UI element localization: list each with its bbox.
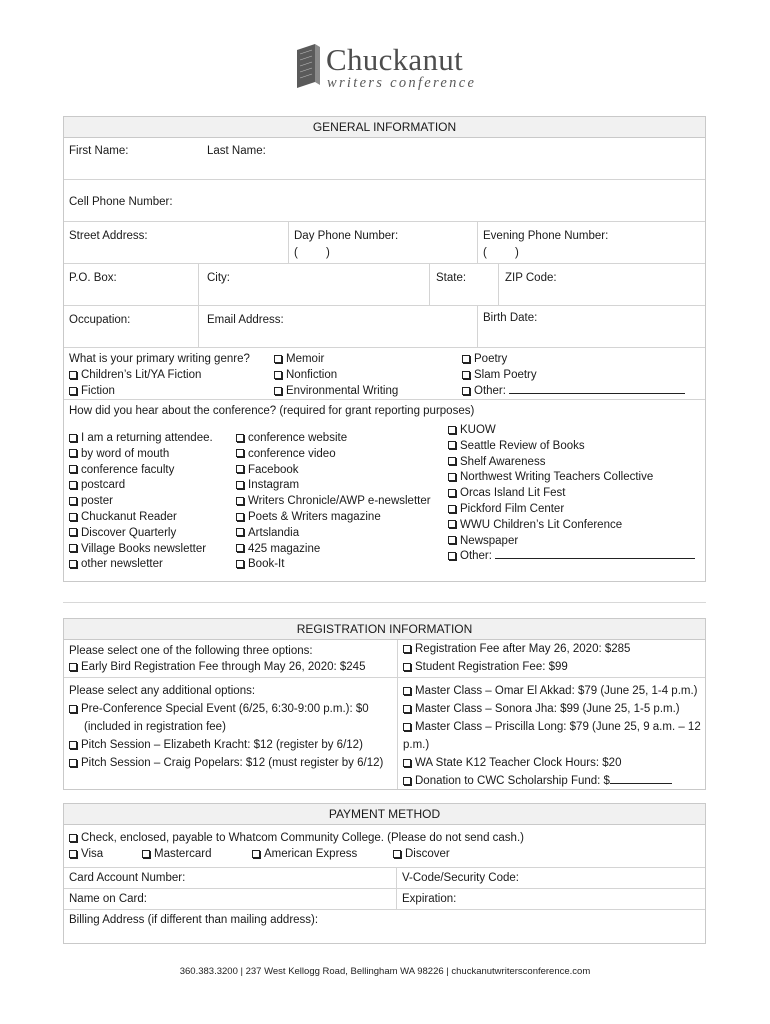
- expiration-field[interactable]: Expiration:: [402, 893, 457, 905]
- hear-option[interactable]: KUOW: [448, 423, 496, 437]
- checkbox-icon: [403, 645, 411, 653]
- hear-option[interactable]: Village Books newsletter: [69, 542, 206, 556]
- checkbox-icon: [403, 663, 411, 671]
- checkbox-icon: [448, 520, 456, 528]
- checkbox-icon: [236, 560, 244, 568]
- additional-options-right: [398, 678, 705, 789]
- occupation-row: [64, 306, 705, 348]
- logo-name: Chuckanut: [326, 42, 464, 77]
- checkbox-icon: [274, 387, 282, 395]
- checkbox-icon: [448, 457, 456, 465]
- expiration-cell: [397, 889, 705, 909]
- registration-fee-left: [64, 640, 398, 677]
- po-box-field[interactable]: P.O. Box:: [69, 272, 117, 284]
- book-logo-icon: [293, 44, 323, 88]
- checkbox-icon: [236, 465, 244, 473]
- checkbox-icon: [236, 434, 244, 442]
- hear-other-line: [495, 549, 695, 559]
- evening-phone-field[interactable]: Evening Phone Number:: [483, 230, 609, 242]
- checkbox-icon: [69, 434, 77, 442]
- street-address-cell: [64, 222, 289, 263]
- name-on-card-cell: [64, 889, 397, 909]
- registration-fee-right: [398, 640, 705, 677]
- master-class-long-continued: p.m.): [403, 739, 430, 751]
- checkbox-icon: [462, 371, 470, 379]
- hear-option[interactable]: Other:: [448, 549, 695, 563]
- hear-about-row: [64, 400, 705, 581]
- included-note: (included in registration fee): [84, 721, 226, 733]
- checkbox-icon: [142, 850, 150, 858]
- birth-date-cell: [478, 306, 705, 347]
- section-divider: [63, 602, 706, 603]
- evening-phone-paren-right: ): [515, 247, 519, 259]
- general-information-title: GENERAL INFORMATION: [64, 117, 705, 138]
- hear-option[interactable]: other newsletter: [69, 557, 163, 571]
- checkbox-icon: [236, 513, 244, 521]
- email-cell: [199, 306, 478, 347]
- checkbox-icon: [69, 465, 77, 473]
- zip-cell: [499, 264, 705, 305]
- checkbox-icon: [236, 497, 244, 505]
- checkbox-icon: [236, 481, 244, 489]
- hear-option[interactable]: WWU Children’s Lit Conference: [448, 518, 622, 532]
- day-phone-paren-left: (: [294, 247, 298, 259]
- hear-option[interactable]: poster: [69, 494, 113, 508]
- birth-date-field[interactable]: Birth Date:: [483, 312, 538, 324]
- checkbox-icon: [69, 449, 77, 457]
- genre-question: What is your primary writing genre?: [69, 353, 250, 365]
- po-box-cell: [64, 264, 199, 305]
- hear-option[interactable]: I am a returning attendee.: [69, 431, 213, 445]
- name-on-card-row: [64, 889, 705, 910]
- registration-section: [63, 618, 706, 790]
- hear-question: How did you hear about the conference? (required for grant reporting purposes): [69, 405, 475, 417]
- hear-option[interactable]: conference video: [236, 447, 336, 461]
- pitch-popelars-option[interactable]: Pitch Session – Craig Popelars: $12 (must register by 6/12): [69, 756, 383, 770]
- amex-option[interactable]: American Express: [252, 847, 357, 861]
- genre-nonfiction[interactable]: Nonfiction: [274, 368, 337, 382]
- address-row: [64, 222, 705, 264]
- hear-option[interactable]: Seattle Review of Books: [448, 439, 585, 453]
- hear-option[interactable]: Book-It: [236, 557, 284, 571]
- conference-logo: [293, 42, 483, 94]
- day-phone-cell: [289, 222, 478, 263]
- hear-option[interactable]: Chuckanut Reader: [69, 510, 177, 524]
- hear-option[interactable]: by word of mouth: [69, 447, 169, 461]
- checkbox-icon: [69, 513, 77, 521]
- checkbox-icon: [403, 777, 411, 785]
- checkbox-icon: [252, 850, 260, 858]
- genre-memoir[interactable]: Memoir: [274, 352, 324, 366]
- genre-fiction[interactable]: Fiction: [69, 384, 115, 398]
- checkbox-icon: [403, 687, 411, 695]
- street-address-field[interactable]: Street Address:: [69, 230, 148, 242]
- hear-option[interactable]: Newspaper: [448, 534, 518, 548]
- checkbox-icon: [236, 449, 244, 457]
- registration-title: REGISTRATION INFORMATION: [64, 619, 705, 640]
- cell-phone-field[interactable]: Cell Phone Number:: [69, 196, 173, 208]
- vcode-cell: [397, 868, 705, 888]
- registration-fee-row: [64, 640, 705, 678]
- name-row: [64, 138, 705, 180]
- after-fee-option[interactable]: Registration Fee after May 26, 2020: $285: [403, 642, 630, 656]
- checkbox-icon: [69, 497, 77, 505]
- checkbox-icon: [448, 536, 456, 544]
- checkbox-icon: [448, 552, 456, 560]
- checkbox-icon: [69, 663, 77, 671]
- hear-option[interactable]: Shelf Awareness: [448, 455, 545, 469]
- checkbox-icon: [403, 705, 411, 713]
- card-number-row: [64, 868, 705, 889]
- hear-option[interactable]: Instagram: [236, 478, 299, 492]
- discover-option[interactable]: Discover: [393, 847, 450, 861]
- city-cell: [199, 264, 430, 305]
- checkbox-icon: [69, 387, 77, 395]
- student-fee-option[interactable]: Student Registration Fee: $99: [403, 660, 568, 674]
- first-name-field[interactable]: First Name:: [69, 145, 129, 157]
- billing-address-field[interactable]: Billing Address (if different than mailing address):: [69, 914, 319, 926]
- checkbox-icon: [403, 723, 411, 731]
- general-information-section: [63, 116, 706, 582]
- visa-option[interactable]: Visa: [69, 847, 103, 861]
- early-bird-option[interactable]: Early Bird Registration Fee through May 26, 2020: $245: [69, 660, 365, 674]
- checkbox-icon: [393, 850, 401, 858]
- footer-contact: 360.383.3200 | 237 West Kellogg Road, Bellingham WA 98226 | chuckanutwritersconference.com: [179, 966, 591, 977]
- evening-phone-cell: [478, 222, 705, 263]
- evening-phone-paren-left: (: [483, 247, 487, 259]
- check-option[interactable]: Check, enclosed, payable to Whatcom Community College. (Please do not send cash.): [69, 831, 524, 845]
- hear-option[interactable]: Poets & Writers magazine: [236, 510, 381, 524]
- day-phone-paren-right: ): [326, 247, 330, 259]
- hear-option[interactable]: Orcas Island Lit Fest: [448, 486, 565, 500]
- hear-option[interactable]: Writers Chronicle/AWP e-newsletter: [236, 494, 431, 508]
- checkbox-icon: [448, 489, 456, 497]
- additional-options-left: [64, 678, 398, 789]
- checkbox-icon: [448, 505, 456, 513]
- last-name-field[interactable]: Last Name:: [207, 145, 266, 157]
- hear-option[interactable]: Artslandia: [236, 526, 299, 540]
- checkbox-icon: [69, 705, 77, 713]
- checkbox-icon: [69, 481, 77, 489]
- donation-line: [610, 774, 672, 784]
- email-field[interactable]: Email Address:: [207, 314, 284, 326]
- logo-tagline: writers conference: [327, 75, 477, 91]
- master-class-akkad-option[interactable]: Master Class – Omar El Akkad: $79 (June 25, 1-4 p.m.): [403, 684, 698, 698]
- card-number-field[interactable]: Card Account Number:: [69, 872, 186, 884]
- checkbox-icon: [448, 473, 456, 481]
- select-additional-label: Please select any additional options:: [69, 685, 256, 697]
- checkbox-icon: [274, 355, 282, 363]
- checkbox-icon: [236, 528, 244, 536]
- donation-option[interactable]: Donation to CWC Scholarship Fund: $: [403, 774, 672, 788]
- name-on-card-field[interactable]: Name on Card:: [69, 893, 147, 905]
- city-field[interactable]: City:: [207, 272, 230, 284]
- hear-option[interactable]: Pickford Film Center: [448, 502, 564, 516]
- genre-other[interactable]: Other:: [462, 384, 685, 398]
- payment-options-row: [64, 825, 705, 868]
- occupation-cell: [64, 306, 199, 347]
- occupation-field[interactable]: Occupation:: [69, 314, 131, 326]
- cell-phone-row: [64, 180, 705, 222]
- payment-title: PAYMENT METHOD: [64, 804, 705, 825]
- checkbox-icon: [448, 426, 456, 434]
- checkbox-icon: [69, 850, 77, 858]
- checkbox-icon: [403, 759, 411, 767]
- checkbox-icon: [69, 560, 77, 568]
- zip-field[interactable]: ZIP Code:: [505, 272, 557, 284]
- hear-option[interactable]: 425 magazine: [236, 542, 320, 556]
- billing-address-row: [64, 910, 705, 943]
- genre-poetry[interactable]: Poetry: [462, 352, 507, 366]
- pitch-kracht-option[interactable]: Pitch Session – Elizabeth Kracht: $12 (register by 6/12): [69, 738, 363, 752]
- checkbox-icon: [69, 528, 77, 536]
- hear-option[interactable]: conference website: [236, 431, 347, 445]
- genre-slam-poetry[interactable]: Slam Poetry: [462, 368, 537, 382]
- checkbox-icon: [69, 371, 77, 379]
- hear-option[interactable]: Discover Quarterly: [69, 526, 176, 540]
- select-three-label: Please select one of the following three options:: [69, 645, 313, 657]
- checkbox-icon: [462, 387, 470, 395]
- checkbox-icon: [274, 371, 282, 379]
- card-number-cell: [64, 868, 397, 888]
- day-phone-field[interactable]: Day Phone Number:: [294, 230, 399, 242]
- master-class-jha-option[interactable]: Master Class – Sonora Jha: $99 (June 25, 1-5 p.m.): [403, 702, 680, 716]
- hear-option[interactable]: postcard: [69, 478, 125, 492]
- checkbox-icon: [69, 741, 77, 749]
- payment-section: [63, 803, 706, 944]
- mastercard-option[interactable]: Mastercard: [142, 847, 212, 861]
- k12-clock-hours-option[interactable]: WA State K12 Teacher Clock Hours: $20: [403, 756, 621, 770]
- genre-row: [64, 348, 705, 400]
- hear-option[interactable]: conference faculty: [69, 463, 174, 477]
- po-city-row: [64, 264, 705, 306]
- checkbox-icon: [69, 544, 77, 552]
- additional-options-row: [64, 678, 705, 789]
- hear-option[interactable]: Northwest Writing Teachers Collective: [448, 470, 653, 484]
- state-cell: [430, 264, 499, 305]
- genre-other-line: [509, 384, 685, 394]
- checkbox-icon: [448, 441, 456, 449]
- pre-conference-option[interactable]: Pre-Conference Special Event (6/25, 6:30-9:00 p.m.): $0: [69, 702, 369, 716]
- genre-environmental[interactable]: Environmental Writing: [274, 384, 398, 398]
- checkbox-icon: [462, 355, 470, 363]
- state-field[interactable]: State:: [436, 272, 467, 284]
- hear-option[interactable]: Facebook: [236, 463, 299, 477]
- checkbox-icon: [69, 834, 77, 842]
- checkbox-icon: [69, 759, 77, 767]
- master-class-long-option[interactable]: Master Class – Priscilla Long: $79 (June 25, 9 a.m. – 12: [403, 720, 701, 734]
- genre-childrens[interactable]: Children’s Lit/YA Fiction: [69, 368, 201, 382]
- checkbox-icon: [236, 544, 244, 552]
- vcode-field[interactable]: V-Code/Security Code:: [402, 872, 519, 884]
